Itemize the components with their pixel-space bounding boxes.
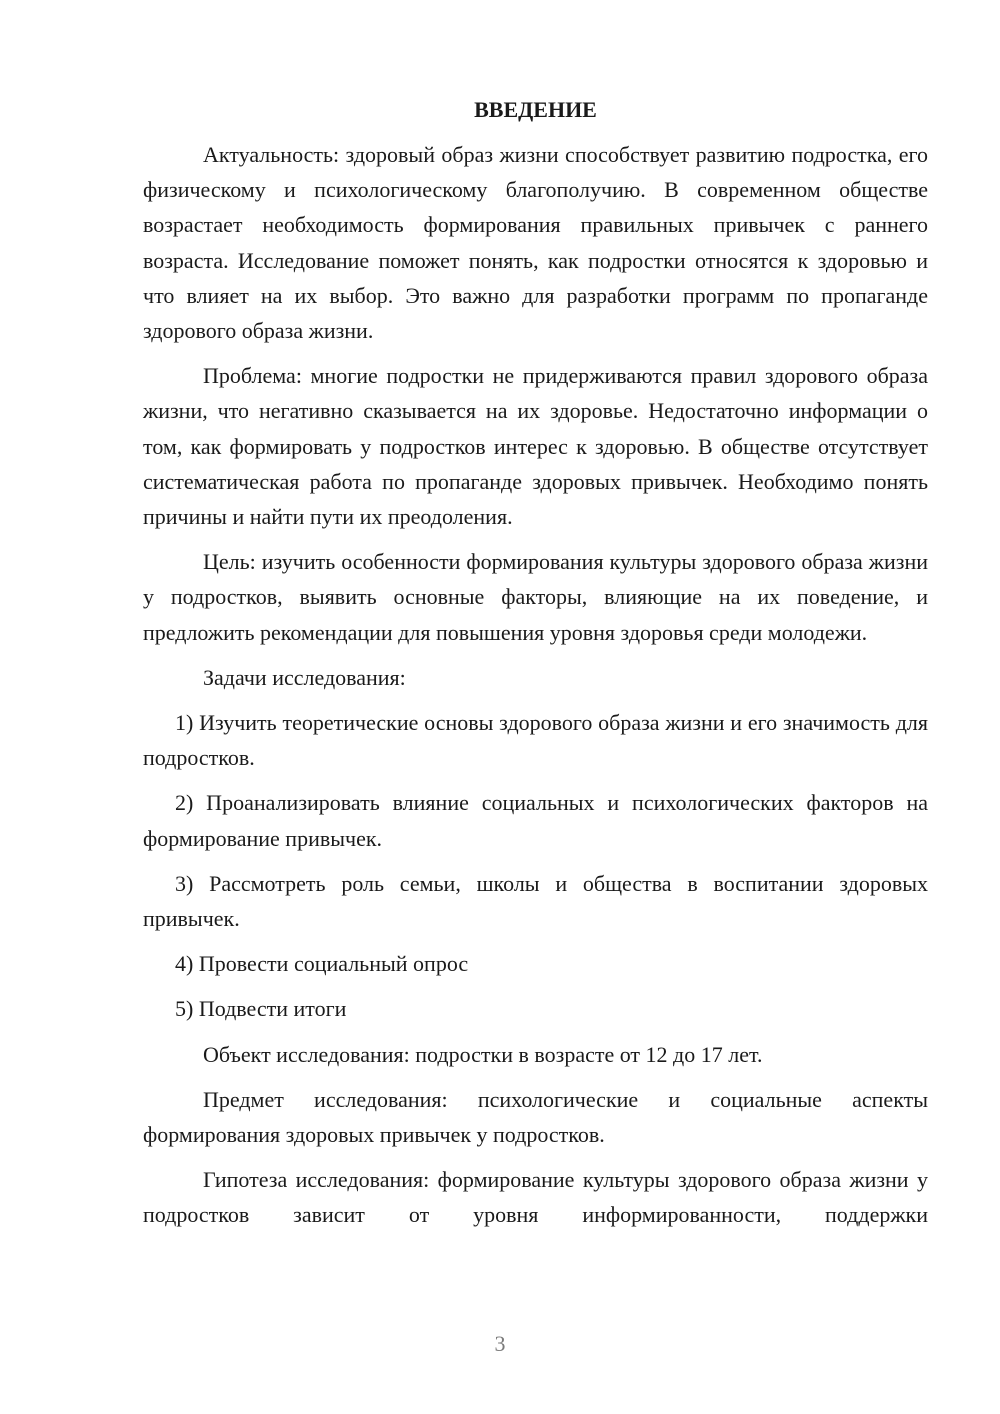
paragraph-object: Объект исследования: подростки в возрасте от 12 до 17 лет. (203, 1041, 763, 1067)
task-item-3: 3) Рассмотреть роль семьи, школы и общества в воспитании здоровых привычек. (143, 870, 928, 932)
paragraph-tasks-heading: Задачи исследования: (203, 664, 406, 690)
paragraph-relevance: Актуальность: здоровый образ жизни способствует развитию подростка, его физическому и психологическому благополучию. В современном обществе возрастает необходимость формирования правильных привычек с раннего возраста. Исследование поможет понять, как подростки относятся к здоровью и что влияет на их выбор. Это важно для разработки программ по пропаганде здорового образа жизни. (143, 142, 928, 344)
paragraph-problem: Проблема: многие подростки не придерживаются правил здорового образа жизни, что негативно сказывается на их здоровье. Недостаточно информации о том, как формировать у подростков интерес к здоровью. В обществе отсутствует систематическая работа по пропаганде здоровых привычек. Необходимо понять причины и найти пути их преодоления. (143, 363, 928, 530)
paragraph-goal: Цель: изучить особенности формирования культуры здорового образа жизни у подростков, выявить основные факторы, влияющие на их поведение, и предложить рекомендации для повышения уровня здоровья среди молодежи. (143, 549, 928, 645)
task-item-1: 1) Изучить теоретические основы здорового образа жизни и его значимость для подростков. (143, 710, 928, 771)
document-body (143, 92, 928, 1243)
task-item-5: 5) Подвести итоги (175, 996, 347, 1022)
task-item-4: 4) Провести социальный опрос (175, 951, 469, 977)
paragraph-hypothesis: Гипотеза исследования: формирование культуры здорового образа жизни у подростков зависит от уровня информированности, поддержки (143, 1167, 928, 1228)
page-number: 3 (494, 1331, 506, 1356)
section-title: ВВЕДЕНИЕ (474, 97, 597, 122)
paragraph-subject: Предмет исследования: психологические и социальные аспекты формирования здоровых привычек у подростков. (143, 1086, 928, 1148)
task-item-2: 2) Проанализировать влияние социальных и психологических факторов на формирование привычек. (143, 790, 928, 851)
